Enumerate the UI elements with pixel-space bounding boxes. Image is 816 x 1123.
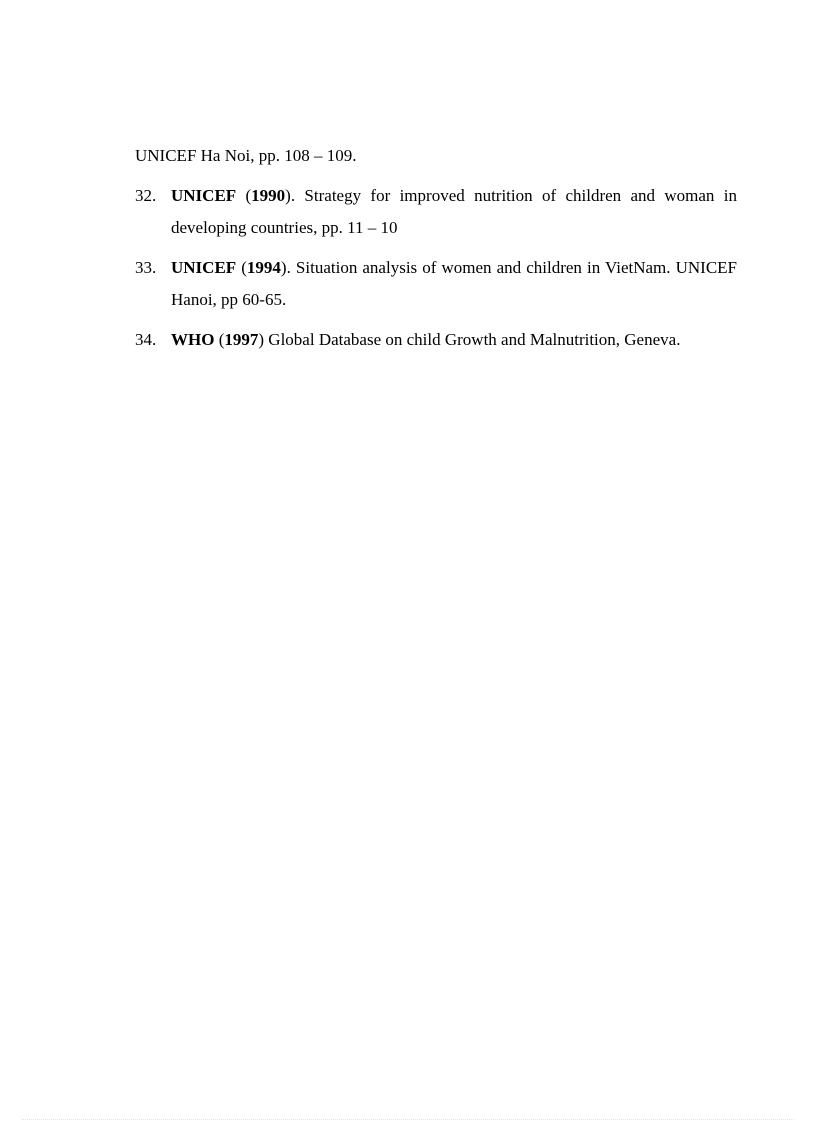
reference-author: UNICEF [171,186,237,205]
reference-year: 1997 [224,330,259,349]
reference-text: . Situation analysis of women and children in VietNam. UNICEF Hanoi, pp 60-65. [171,258,737,309]
reference-author: WHO [171,330,215,349]
reference-year: 1990 [251,186,286,205]
reference-year: 1994 [246,258,281,277]
reference-number: 32. [135,186,157,205]
reference-item-34: 34. WHO (1997) Global Database on child Growth and Malnutrition, Geneva. [135,324,737,356]
reference-text: . Strategy for improved nutrition of children and woman in developing countries, pp. 11 – 10 [171,186,737,237]
reference-number: 34. [135,330,157,349]
reference-list [135,140,737,364]
reference-number: 33. [135,258,157,277]
reference-continuation: UNICEF Ha Noi, pp. 108 – 109. [135,146,357,165]
reference-text: Global Database on child Growth and Malnutrition, Geneva. [264,330,681,349]
reference-author: UNICEF [171,258,237,277]
reference-item-33: 33. UNICEF (1994). Situation analysis of women and children in VietNam. UNICEF Hanoi, pp 60-65. [135,252,737,316]
reference-item-32: 32. UNICEF (1990). Strategy for improved nutrition of children and woman in developing countries, pp. 11 – 10 [135,180,737,244]
page-bottom-border [22,1119,794,1120]
